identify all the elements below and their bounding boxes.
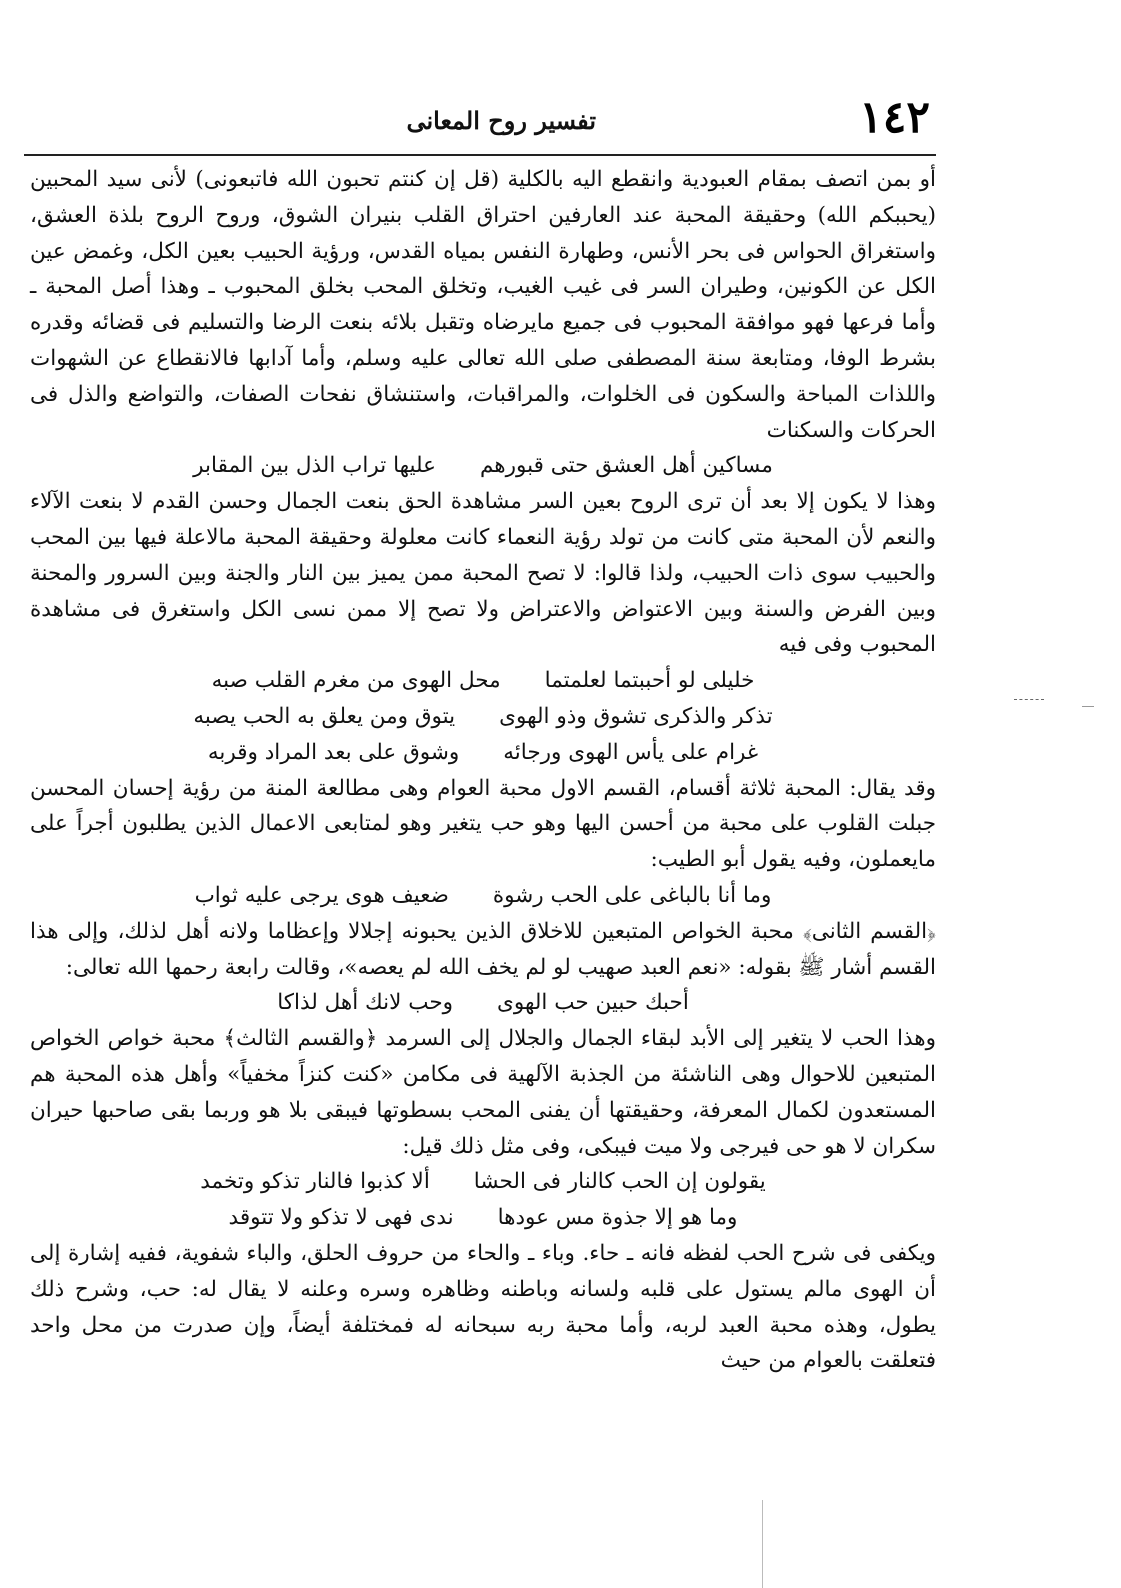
gutter-line — [762, 1500, 763, 1588]
paragraph-1: أو بمن اتصف بمقام العبودية وانقطع اليه بالكلية (قل إن كنتم تحبون الله فاتبعونى) لأنى سيد المحبين (يحببكم الله) وحقيقة المحبة عند العارفين احتراق القلب بنيران الشوق، وروح الروح بلذة العشق، واستغراق الحواس فى بحر الأنس، وطهارة النفس بمياه القدس، ورؤية الحبيب بعين الكل، وغمض عين الكل عن الكونين، وطيران السر فى غيب الغيب، وتخلق المحب بخلق المحبوب ـ وهذا أصل المحبة ـ وأما فرعها فهو موافقة المحبوب فى جميع مايرضاه وتقبل بلائه بنعت الرضا والتسليم فى قضائه وقدره بشرط الوفا، ومتابعة سنة المصطفى صلى الله تعالى عليه وسلم، وأما آدابها فالانقطاع عن الشهوات واللذات المباحة والسكون فى الخلوات، والمراقبات، واستنشاق نفحات الصفات، والتواضع والذل فى الحركات والسكنات — [30, 167, 936, 443]
verse-2-line-1-second: محل الهوى من مغرم القلب صبه — [211, 668, 501, 694]
verse-2-line-1-first: خليلى لو أحببتما لعلمتما — [544, 668, 755, 694]
verse-2-line-3 — [30, 735, 936, 771]
verse-1 — [30, 448, 936, 484]
page-number: ١٤٢ — [859, 92, 930, 143]
paragraph-2: وهذا لا يكون إلا بعد أن ترى الروح بعين السر مشاهدة الحق بنعت الجمال وحسن القدم لا بنعت الآلاء والنعم لأن المحبة متى كانت من تولد رؤية النعماء كانت معلولة وحقيقة المحبة مالاعلة فيها بين المحب والحبيب سوى ذات الحبيب، ولذا قالوا: لا تصح المحبة ممن يميز بين النار والجنة وبين السرور والمحنة وبين الفرض والسنة وبين الاعتواض والاعتراض ولا تصح إلا ممن نسى الكل واستغرق فى مشاهدة المحبوب وفى فيه — [30, 489, 936, 658]
verse-2-line-3-first: غرام على يأس الهوى ورجائه — [503, 739, 759, 765]
verse-2-line-2 — [30, 699, 936, 735]
paragraph-4: ﴿القسم الثانى﴾ محبة الخواص المتبعين للاخلاق الذين يحبونه إجلالا وإعظاما ولانه أهل لذلك، وإلى هذا القسم أشار ﷺ بقوله: «نعم العبد صهيب لو لم يخف الله لم يعصه»، وقالت رابعة رحمها الله تعالى: — [30, 918, 936, 980]
verse-2-line-3-second: وشوق على بعد المراد وقربه — [207, 739, 460, 765]
verse-5-line-2-first: وما هو إلا جذوة مس عودها — [497, 1205, 738, 1231]
verse-3-second-hemistich: ضعيف هوى يرجى عليه ثواب — [194, 882, 449, 908]
verse-1-second-hemistich: عليها تراب الذل بين المقابر — [193, 453, 436, 479]
paragraph-6: ويكفى فى شرح الحب لفظه فانه ـ حاء. وباء ـ والحاء من حروف الحلق، والباء شفوية، ففيه إشارة إلى أن الهوى مالم يستول على قلبه ولسانه وباطنه وظاهره وسره وعلنه لا يقال له: حب، وشرح ذلك يطول، وهذه محبة العبد لربه، وأما محبة ربه سبحانه له فمختلفة أيضاً، وإن صدرت من محل واحد فتعلقت بالعوام من حيث — [30, 1240, 936, 1374]
verse-2-line-1 — [30, 663, 936, 699]
verse-2-line-2-second: يتوق ومن يعلق به الحب يصبه — [193, 703, 456, 729]
verse-4 — [30, 985, 936, 1021]
paragraph-3: وقد يقال: المحبة ثلاثة أقسام، القسم الاول محبة العوام وهى مطالعة المنة من رؤية إحسان المحسن جبلت القلوب على محبة من أحسن اليها وهو حب يتغير وهو لمتابعى الاعمال الذين يطلبون أجراً على مايعملون، وفيه يقول أبو الطيب: — [30, 775, 936, 873]
verse-3 — [30, 878, 936, 914]
verse-5-line-2 — [30, 1200, 936, 1236]
header-rule — [24, 154, 936, 156]
verse-2-line-2-first: تذكر والذكرى تشوق وذو الهوى — [499, 703, 773, 729]
body-text — [30, 162, 936, 1379]
verse-5-line-1 — [30, 1164, 936, 1200]
verse-3-first-hemistich: وما أنا بالباغى على الحب رشوة — [492, 882, 772, 908]
margin-mark — [1082, 706, 1094, 707]
verse-5-line-2-second: ندى فهى لا تذكو ولا تتوقد — [228, 1205, 454, 1231]
margin-dash-mark — [1014, 699, 1044, 700]
page-header — [30, 92, 936, 148]
paragraph-5: وهذا الحب لا يتغير إلى الأبد لبقاء الجمال والجلال إلى السرمد ﴿والقسم الثالث﴾ محبة خواص الخواص المتبعين للاحوال وهى الناشئة من الجذبة الآلهية فى مكامن «كنت كنزاً مخفياً» وأهل هذه المحبة هم المستعدون لكمال المعرفة، وحقيقتها أن يفنى المحب بسطوتها فيبقى بلا هو وربما بقى صاحبها حيران سكران لا هو حى فيرجى ولا ميت فيبكى، وفى مثل ذلك قيل: — [30, 1026, 936, 1159]
verse-1-first-hemistich: مساكين أهل العشق حتى قبورهم — [479, 453, 773, 479]
verse-4-second-hemistich: وحب لانك أهل لذاكا — [277, 990, 454, 1016]
verse-5-line-1-first: يقولون إن الحب كالنار فى الحشا — [473, 1169, 766, 1195]
verse-5-line-1-second: ألا كذبوا فالنار تذكو وتخمد — [200, 1169, 430, 1195]
running-title: تفسير روح المعانى — [406, 106, 596, 135]
verse-4-first-hemistich: أحبك حبين حب الهوى — [497, 990, 689, 1016]
book-page — [30, 92, 936, 1522]
